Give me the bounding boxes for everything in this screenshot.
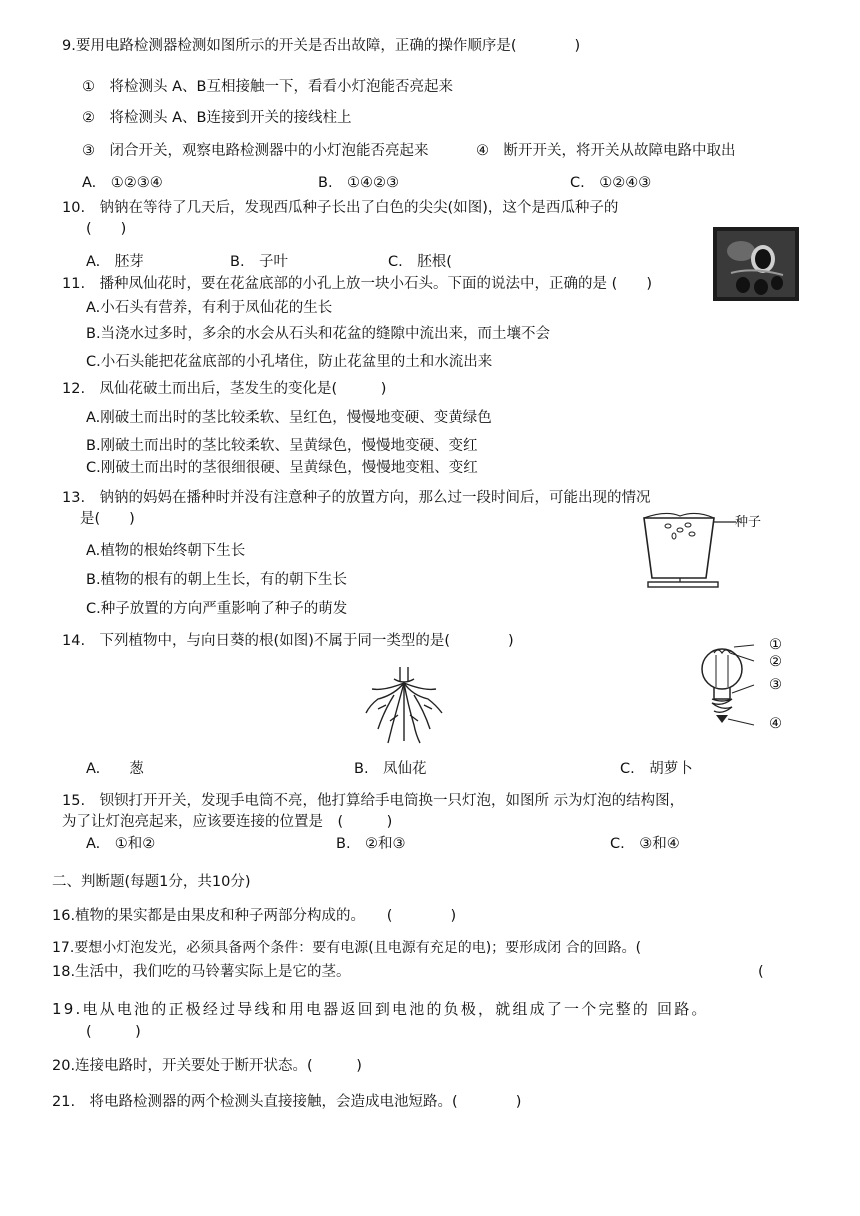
q10-option-b: B. 子叶 xyxy=(230,254,289,270)
q18-paren: ( xyxy=(758,964,764,980)
q10-option-c: C. 胚根( xyxy=(388,254,452,270)
q13-stem-paren: 是( ) xyxy=(80,511,135,527)
q19-paren: ( ) xyxy=(86,1024,141,1040)
q13-option-a: A.植物的根始终朝下生长 xyxy=(86,543,246,559)
q14-option-a: A. 葱 xyxy=(86,761,144,777)
q13-stem: 13. 钠钠的妈妈在播种时并没有注意种子的放置方向，那么过一段时间后，可能出现的情况 xyxy=(62,490,651,506)
q9-step2: ② 将检测头 A、B连接到开关的接线柱上 xyxy=(82,110,352,126)
light-bulb-diagram xyxy=(694,635,764,735)
q9-option-a: A. ①②③④ xyxy=(82,175,163,191)
q17-statement: 17.要想小灯泡发光，必须具备两个条件：要有电源(且电源有充足的电)；要形成闭 合的回路。( xyxy=(52,940,642,956)
section-heading: 二、判断题(每题1分，共10分) xyxy=(52,874,251,890)
q9-option-c: C. ①②④③ xyxy=(570,175,652,191)
q20-statement: 20.连接电路时，开关要处于断开状态。( ) xyxy=(52,1058,362,1074)
q15-option-a: A. ①和② xyxy=(86,836,156,852)
q9-step1: ① 将检测头 A、B互相接触一下，看看小灯泡能否亮起来 xyxy=(82,79,453,95)
q14-option-b: B. 凤仙花 xyxy=(354,761,427,777)
q13-option-c: C.种子放置的方向严重影响了种子的萌发 xyxy=(86,601,348,617)
q12-stem: 12. 凤仙花破土而出后，茎发生的变化是( ) xyxy=(62,381,387,397)
q18-statement: 18.生活中，我们吃的马铃薯实际上是它的茎。 xyxy=(52,964,351,980)
q9-option-b: B. ①④②③ xyxy=(318,175,400,191)
q12-option-a: A.刚破土而出时的茎比较柔软、呈红色，慢慢地变硬、变黄绿色 xyxy=(86,410,492,426)
q12-option-b: B.刚破土而出时的茎比较柔软、呈黄绿色，慢慢地变硬、变红 xyxy=(86,438,478,454)
bulb-label-1: ① xyxy=(769,637,782,653)
q9-stem: 9.要用电路检测器检测如图所示的开关是否出故障，正确的操作顺序是( ) xyxy=(62,38,581,54)
seed-label: 种子 xyxy=(735,515,762,530)
bulb-label-3: ③ xyxy=(769,677,782,693)
q9-step4: ④ 断开开关，将开关从故障电路中取出 xyxy=(476,143,736,159)
bulb-label-2: ② xyxy=(769,654,782,670)
bulb-label-4: ④ xyxy=(769,716,782,732)
q10-stem: 10. 钠钠在等待了几天后，发现西瓜种子长出了白色的尖尖(如图)，这个是西瓜种子的 xyxy=(62,200,619,216)
q19-statement: 19.电从电池的正极经过导线和用电器返回到电池的负极，就组成了一个完整的 回路。 xyxy=(52,1000,709,1018)
q11-option-b: B.当浇水过多时，多余的水会从石头和花盆的缝隙中流出来，而土壤不会 xyxy=(86,326,551,342)
q15-option-b: B. ②和③ xyxy=(336,836,406,852)
q15-stem: 15. 钡钡打开开关，发现手电筒不亮，他打算给手电筒换一只灯泡，如图所 示为灯泡的结构图， xyxy=(62,793,685,809)
q9-step3: ③ 闭合开关，观察电路检测器中的小灯泡能否亮起来 xyxy=(82,143,429,159)
q11-stem: 11. 播种凤仙花时，要在花盆底部的小孔上放一块小石头。下面的说法中，正确的是 ( ) xyxy=(62,276,652,292)
q13-option-b: B.植物的根有的朝上生长，有的朝下生长 xyxy=(86,572,348,588)
q11-option-c: C.小石头能把花盆底部的小孔堵住，防止花盆里的土和水流出来 xyxy=(86,354,493,370)
q10-stem-paren: ( ) xyxy=(86,221,127,237)
watermelon-seed-photo xyxy=(713,227,799,301)
q15-stem-2: 为了让灯泡亮起来，应该要连接的位置是 ( ) xyxy=(62,814,393,830)
q11-option-a: A.小石头有营养，有利于凤仙花的生长 xyxy=(86,300,333,316)
q10-option-a: A. 胚芽 xyxy=(86,254,144,270)
q15-option-c: C. ③和④ xyxy=(610,836,680,852)
flowerpot-figure xyxy=(636,508,746,592)
q12-option-c: C.刚破土而出时的茎很细很硬、呈黄绿色，慢慢地变粗、变红 xyxy=(86,460,478,476)
q14-stem: 14. 下列植物中，与向日葵的根(如图)不属于同一类型的是( ) xyxy=(62,633,514,649)
fibrous-root-figure xyxy=(364,665,444,745)
q16-statement: 16.植物的果实都是由果皮和种子两部分构成的。 ( ) xyxy=(52,908,457,924)
q21-statement: 21. 将电路检测器的两个检测头直接接触，会造成电池短路。( ) xyxy=(52,1094,522,1110)
q14-option-c: C. 胡萝卜 xyxy=(620,761,693,777)
